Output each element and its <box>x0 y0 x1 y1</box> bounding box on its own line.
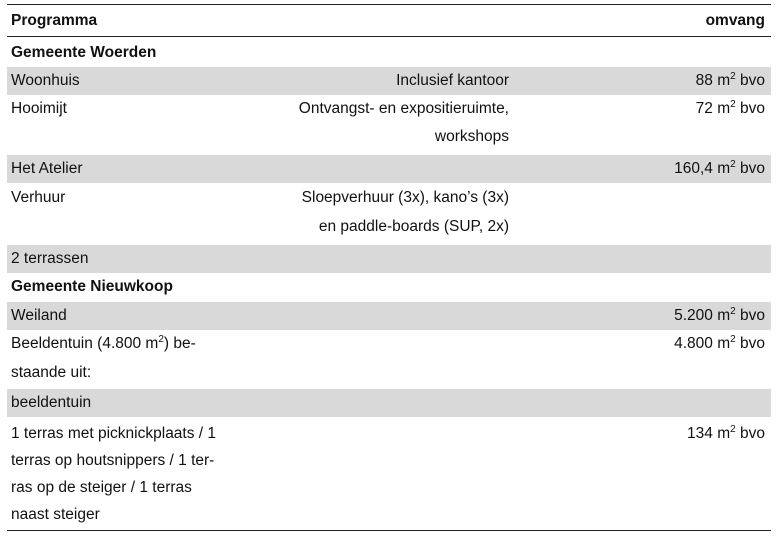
table-row <box>7 245 771 273</box>
section-title: Gemeente Nieuwkoop <box>11 278 173 295</box>
table-row <box>7 330 771 386</box>
table-row <box>7 184 771 242</box>
table-row <box>7 302 771 330</box>
table-row <box>7 95 771 151</box>
table-bottom-rule <box>7 530 771 531</box>
row-value: 4.800 $m^2$ bvo <box>674 334 765 352</box>
row-value: 5.200 $m^2$ bvo <box>674 306 765 324</box>
row-desc-line1: Ontvangst- en expositieruimte, <box>298 100 509 117</box>
row-name: Verhuur <box>11 189 66 206</box>
header-rule <box>7 36 771 37</box>
section-title: Gemeente Woerden <box>11 44 157 61</box>
header-programma: Programma <box>11 12 98 29</box>
row-name: Het Atelier <box>11 160 83 177</box>
table-top-rule <box>7 4 771 5</box>
table-row <box>7 389 771 417</box>
table-row <box>7 420 771 530</box>
row-value: 134 $m^2$ bvo <box>687 424 765 442</box>
row-name-line2: terras op houtsnippers / 1 ter- <box>11 452 215 469</box>
row-name: 2 terrassen <box>11 250 89 267</box>
row-name: Woonhuis <box>11 72 80 89</box>
row-name: Hooimijt <box>11 100 67 117</box>
header-omvang: omvang <box>705 12 765 29</box>
row-desc-line2: en paddle-boards (SUP, 2x) <box>318 218 509 235</box>
row-value: 72 $m^2$ bvo <box>695 99 765 117</box>
section-nieuwkoop <box>7 273 771 301</box>
row-name: beeldentuin <box>11 394 92 411</box>
row-name-line3: ras op de steiger / 1 terras <box>11 479 192 496</box>
row-name-line1: Beeldentuin (4.800 $m^2$) be- <box>11 334 196 352</box>
table-row <box>7 155 771 183</box>
row-name-line4: naast steiger <box>11 506 100 523</box>
table-row <box>7 67 771 95</box>
section-woerden <box>7 39 771 67</box>
row-desc: Inclusief kantoor <box>396 72 509 89</box>
table-header <box>7 7 771 35</box>
row-name-line2: staande uit: <box>11 364 92 381</box>
row-value: 160,4 $m^2$ bvo <box>674 159 765 177</box>
row-name: Weiland <box>11 307 67 324</box>
row-desc-line1: Sloepverhuur (3x), kano’s (3x) <box>301 189 509 206</box>
row-desc-line2: workshops <box>434 128 509 145</box>
row-value: 88 $m^2$ bvo <box>695 71 765 89</box>
row-name-line1: 1 terras met picknickplaats / 1 <box>11 425 217 442</box>
